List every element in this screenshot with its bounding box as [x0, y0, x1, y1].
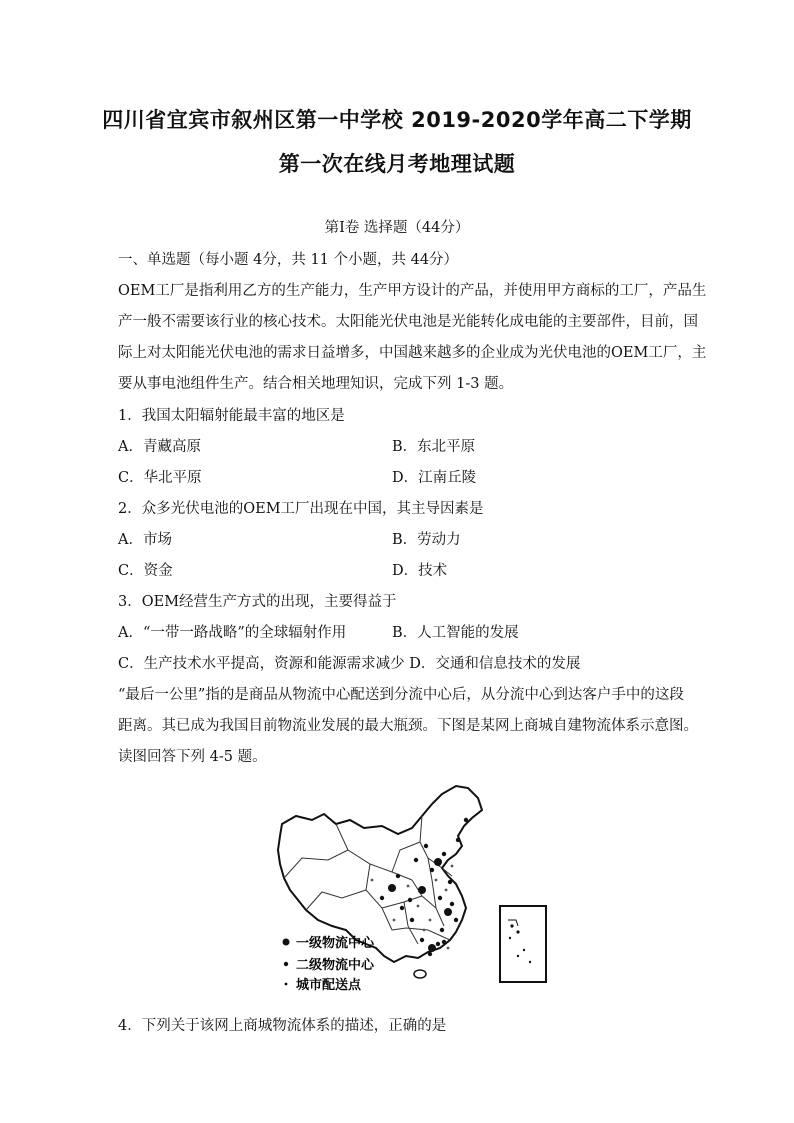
q1-option-a: A．青藏高原: [118, 439, 201, 455]
q2-option-b: B．劳动力: [392, 532, 461, 548]
section-heading: 第Ⅰ卷 选择题（44分）: [324, 220, 470, 236]
q1-option-c: C．华北平原: [118, 470, 202, 486]
q2-option-c: C．资金: [118, 563, 173, 579]
passage1-line: 际上对太阳能光伏电池的需求日益增多，中国越来越多的企业成为光伏电池的OEM工厂，主: [118, 345, 707, 361]
china-logistics-map: [272, 780, 550, 992]
question-2-stem: 2．众多光伏电池的OEM工厂出现在中国，其主导因素是: [118, 501, 484, 517]
q2-option-d: D．技术: [392, 563, 448, 579]
q3-option-a: A．“一带一路战略”的全球辐射作用: [118, 625, 347, 641]
south-china-sea-inset: [500, 906, 546, 982]
q1-option-d: D．江南丘陵: [392, 470, 477, 486]
hainan-island: [414, 970, 426, 978]
passage2-line: 读图回答下列 4-5 题。: [118, 749, 267, 765]
question-1-stem: 1．我国太阳辐射能最丰富的地区是: [118, 408, 345, 424]
legend-level2: 二级物流中心: [296, 958, 375, 973]
map-legend: [283, 935, 376, 992]
passage1-line: 要从事电池组件生产。结合相关地理知识，完成下列 1-3 题。: [118, 376, 514, 392]
title-line-1: 四川省宜宾市叙州区第一中学校 2019-2020学年高二下学期: [102, 108, 692, 132]
passage2-line: 距离。其已成为我国目前物流业发展的最大瓶颈。下图是某网上商城自建物流体系示意图。: [118, 718, 698, 734]
q3-option-b: B．人工智能的发展: [392, 625, 519, 641]
passage2-line: “最后一公里”指的是商品从物流中心配送到分流中心后，从分流中心到达客户手中的这段: [118, 687, 684, 703]
legend-city: 城市配送点: [296, 978, 362, 992]
title-line-2: 第一次在线月考地理试题: [278, 152, 516, 176]
question-3-stem: 3．OEM经营生产方式的出现，主要得益于: [118, 594, 397, 610]
part-heading: 一、单选题（每小题 4分，共 11 个小题，共 44分）: [118, 252, 459, 268]
legend-level1: 一级物流中心: [296, 936, 375, 951]
q2-option-a: A．市场: [118, 532, 172, 548]
question-4-stem: 4．下列关于该网上商城物流体系的描述，正确的是: [118, 1018, 447, 1034]
passage1-line: 产一般不需要该行业的核心技术。太阳能光伏电池是光能转化成电能的主要部件，目前，国: [118, 314, 698, 330]
q1-option-b: B．东北平原: [392, 439, 476, 455]
q3-option-cd: C．生产技术水平提高，资源和能源需求减少 D．交通和信息技术的发展: [118, 656, 581, 672]
passage1-line: OEM工厂是指利用乙方的生产能力，生产甲方设计的产品，并使用甲方商标的工厂，产品生: [118, 283, 707, 299]
